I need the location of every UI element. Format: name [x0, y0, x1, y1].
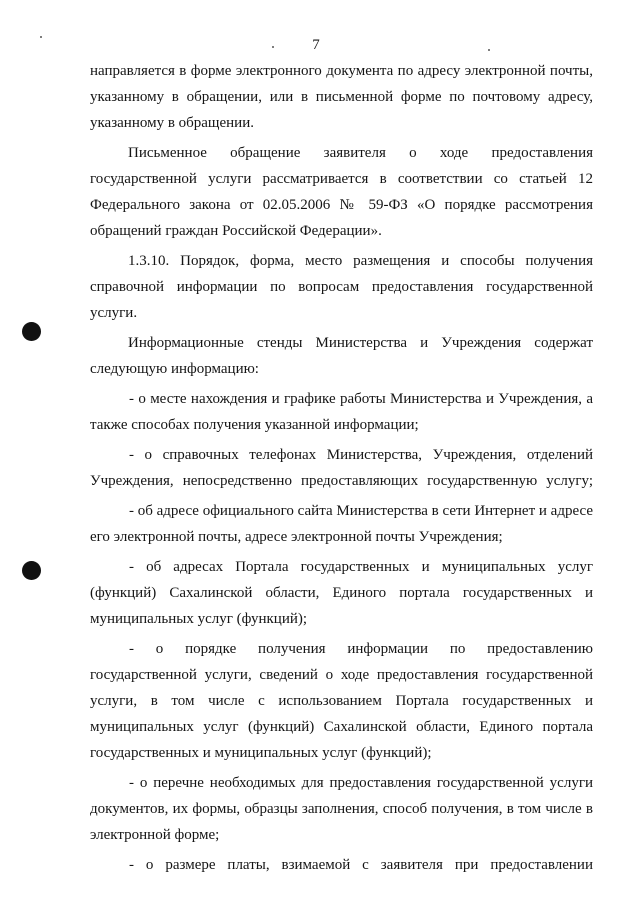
- text-line: государственной услуги рассматривается в соответствии со статьей 12: [90, 171, 593, 187]
- text-line: - о перечне необходимых для предоставления государственной услуги: [129, 775, 593, 791]
- text-line: указанному в обращении.: [90, 115, 254, 131]
- list-item-location: [90, 390, 593, 442]
- text-line: Федерального закона от 02.05.2006 № 59-ФЗ «О порядке рассмотрения: [90, 197, 593, 213]
- punch-hole-top: [22, 322, 41, 341]
- text-line: государственных и муниципальных услуг (функций);: [90, 745, 432, 761]
- text-line: также способах получения указанной информации;: [90, 417, 419, 433]
- text-line: его электронной почты, адресе электронной почты Учреждения;: [90, 529, 503, 545]
- text-line: муниципальных услуг (функций);: [90, 611, 308, 627]
- text-line: - о порядке получения информации по предоставлению: [129, 641, 593, 657]
- list-item-website: [90, 502, 593, 554]
- scan-speck: [40, 36, 42, 38]
- paragraph-1-3-10: [90, 252, 593, 330]
- text-line: обращений граждан Российской Федерации».: [90, 223, 382, 239]
- text-line: услуги.: [90, 305, 138, 321]
- text-line: Письменное обращение заявителя о ходе предоставления: [128, 145, 593, 161]
- text-line: документов, их формы, образцы заполнения, способ получения, в том числе в: [90, 801, 593, 817]
- paragraph-written-appeal: [90, 144, 593, 248]
- text-line: указанному в обращении, или в письменной форме по почтовому адресу,: [90, 89, 593, 105]
- list-item-phones: [90, 446, 593, 498]
- scan-speck: [488, 49, 490, 51]
- text-line: - о справочных телефонах Министерства, Учреждения, отделений: [129, 447, 593, 463]
- text-line: - об адресах Портала государственных и муниципальных услуг: [129, 559, 593, 575]
- text-line: - о размере платы, взимаемой с заявителя при предоставлении: [129, 857, 593, 873]
- text-line: следующую информацию:: [90, 361, 259, 377]
- text-line: - об адресе официального сайта Министерства в сети Интернет и адресе: [129, 503, 593, 519]
- paragraph-info-stands: [90, 334, 593, 386]
- text-line: направляется в форме электронного документа по адресу электронной почты,: [90, 63, 593, 79]
- text-line: муниципальных услуг (функций) Сахалинской области, Единого портала: [90, 719, 593, 735]
- text-line: государственной услуги, сведений о ходе предоставления государственной: [90, 667, 593, 683]
- text-line: 1.3.10. Порядок, форма, место размещения и способы получения: [128, 253, 593, 269]
- text-line: услуги, в том числе с использованием Портала государственных и: [90, 693, 593, 709]
- punch-hole-bottom: [22, 561, 41, 580]
- page-number: 7: [312, 37, 320, 53]
- document-body: [90, 62, 593, 882]
- text-line: - о месте нахождения и графике работы Министерства и Учреждения, а: [129, 391, 593, 407]
- list-item-fee: [90, 856, 593, 882]
- list-item-documents: [90, 774, 593, 852]
- text-line: Информационные стенды Министерства и Учреждения содержат: [128, 335, 593, 351]
- paragraph-continuation: [90, 62, 593, 140]
- scan-speck: [272, 46, 274, 48]
- text-line: Учреждения, непосредственно предоставляющих государственную услугу;: [90, 473, 593, 489]
- text-line: справочной информации по вопросам предоставления государственной: [90, 279, 593, 295]
- list-item-procedure: [90, 640, 593, 770]
- text-line: (функций) Сахалинской области, Единого портала государственных и: [90, 585, 593, 601]
- list-item-portals: [90, 558, 593, 636]
- text-line: электронной форме;: [90, 827, 220, 843]
